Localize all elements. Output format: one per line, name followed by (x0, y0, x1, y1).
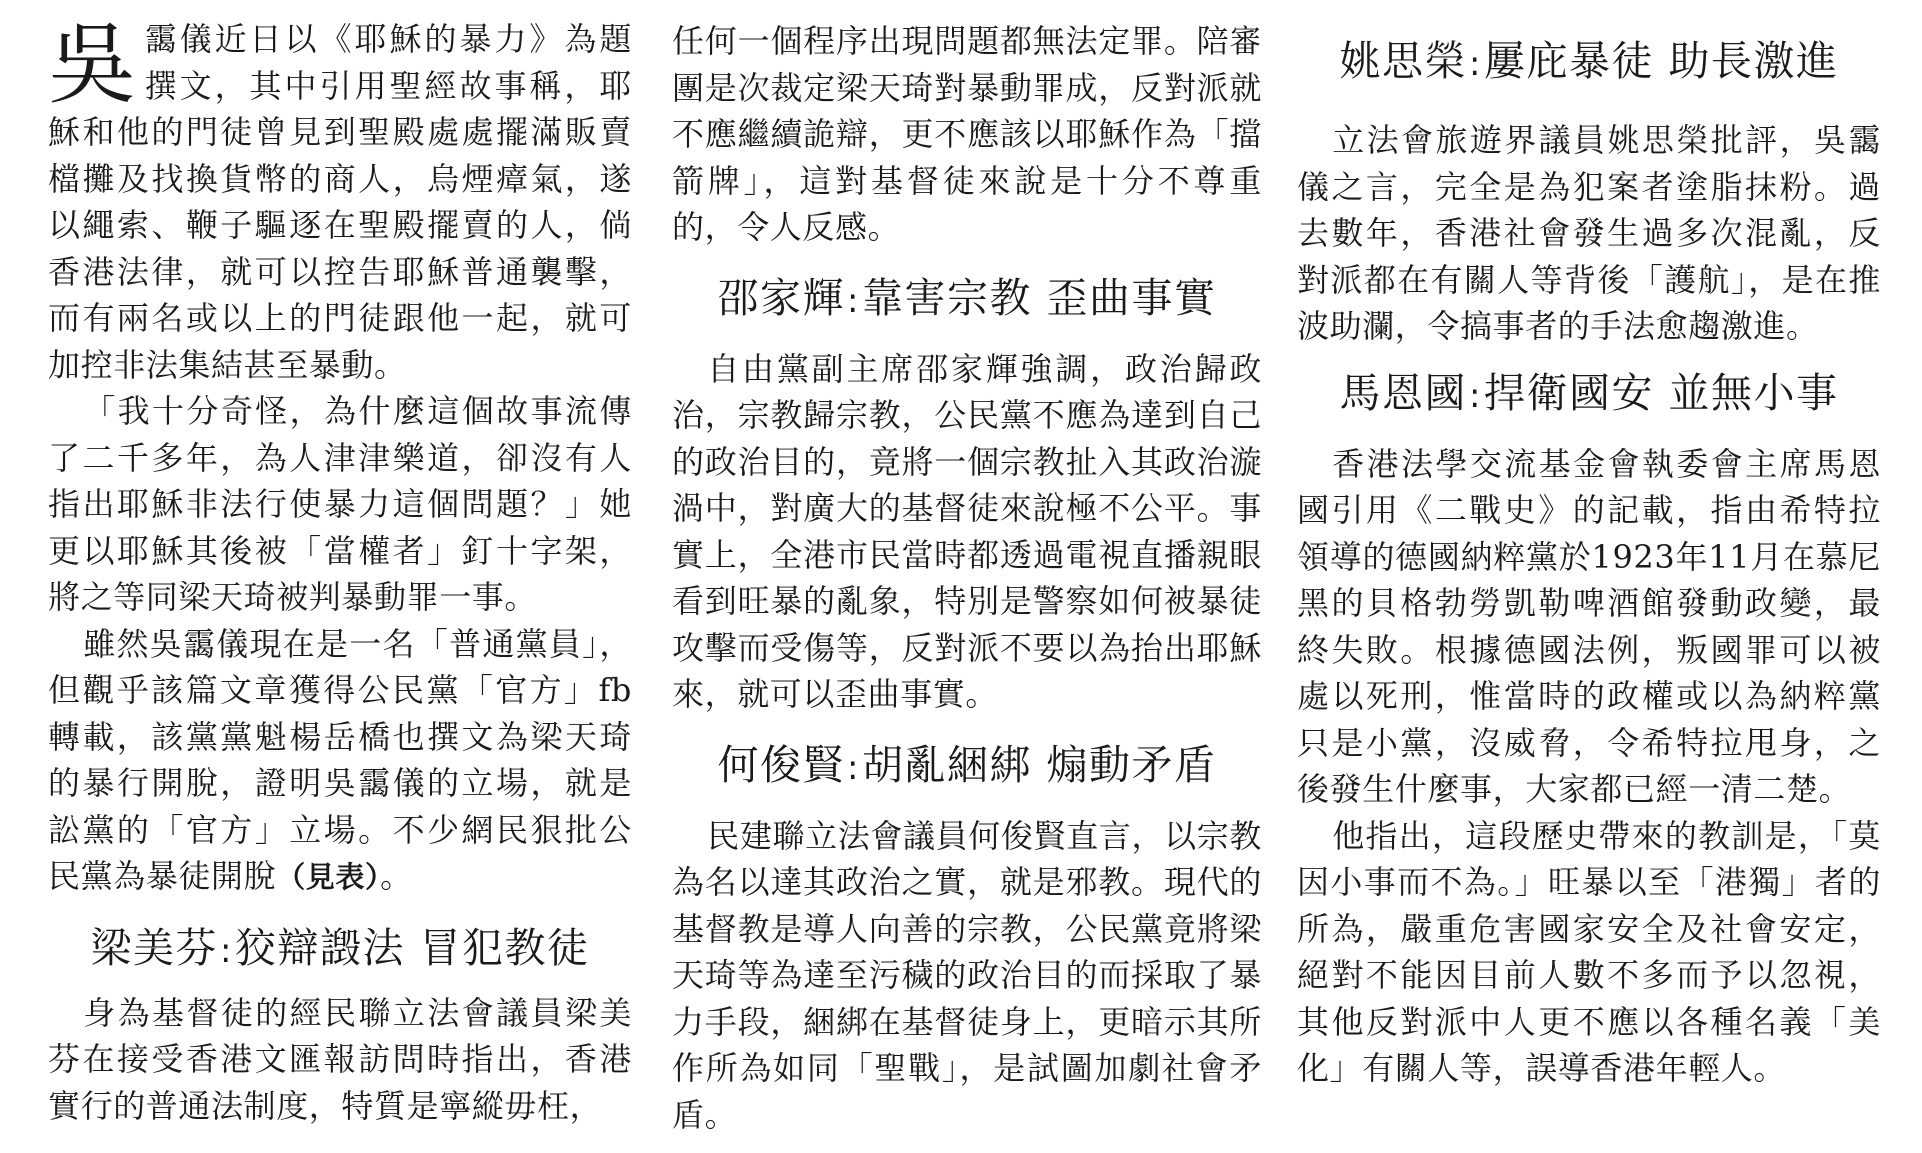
paragraph: 立法會旅遊界議員姚思榮批評，吳靄儀之言，完全是為犯案者塗脂抹粉。過去數年，香港社會發生過多次混亂，反對派都在有關人等背後「護航」，是在推波助瀾，令搞事者的手法愈趨激進。 (1297, 121, 1881, 345)
subheading (672, 740, 1262, 793)
column-2 (672, 14, 1262, 1153)
subheading-name: 馬恩國 (1339, 368, 1467, 417)
subheading-title: 靠害宗教 歪曲事實 (861, 273, 1217, 322)
subheading-title: 屢庇暴徒 助長激進 (1483, 37, 1839, 85)
subheading-separator: : (846, 280, 860, 321)
paragraph-end: 。 (380, 857, 413, 895)
column-1 (48, 14, 632, 1153)
drop-cap: 吳 (48, 13, 137, 116)
paragraph: 身為基督徒的經民聯立法會議員梁美芬在接受香港文匯報訪問時指出，香港實行的普通法制度，特質是寧縱毋枉， (48, 993, 632, 1125)
paragraph (48, 621, 632, 901)
subheading-separator: : (219, 930, 233, 971)
see-table-note: （見表） (276, 860, 381, 894)
column-3 (1297, 14, 1881, 1153)
paragraph: 香港法學交流基金會執委會主席馬恩國引用《二戰史》的記載，指由希特拉領導的德國納粹黨於1923年11月在慕尼黑的貝格勃勞凱勒啤酒館發動政變，最終失敗。根據德國法例，叛國罪可以被處以死刑，惟當時的政權或以為納粹黨只是小黨，沒威脅，令希特拉甩身，之後發生什麼事，大家都已經一清二楚。 (1297, 444, 1881, 808)
paragraph: 他指出，這段歷史帶來的教訓是，「莫因小事而不為。」旺暴以至「港獨」者的所為，嚴重危害國家安全及社會安定，絕對不能因目前人數不多而予以忽視，其他反對派中人更不應以各種名義「美化」有關人等，誤導香港年輕人。 (1297, 816, 1881, 1087)
subheading-name: 姚思榮 (1339, 37, 1467, 85)
subheading (1297, 368, 1881, 421)
subheading-title: 胡亂綑綁 煽動矛盾 (861, 740, 1217, 789)
paragraph: 任何一個程序出現問題都無法定罪。陪審團是次裁定梁天琦對暴動罪成，反對派就不應繼續詭辯，更不應該以耶穌作為「擋箭牌」，這對基督徒來說是十分不尊重的，令人反感。 (672, 22, 1262, 246)
subheading (672, 273, 1262, 326)
subheading-name: 邵家輝 (717, 273, 845, 322)
paragraph: 民建聯立法會議員何俊賢直言，以宗教為名以達其政治之實，就是邪教。現代的基督教是導人向善的宗教，公民黨竟將梁天琦等為達至污穢的政治目的而採取了暴力手段，綑綁在基督徒身上，更暗示其所作所為如同「聖戰」，是試圖加劇社會矛盾。 (672, 816, 1262, 1134)
paragraph-text: 雖然吳靄儀現在是一名「普通黨員」，但觀乎該篇文章獲得公民黨「官方」fb轉載，該黨黨魁楊岳橋也撰文為梁天琦的暴行開脫，證明吳靄儀的立場，就是訟黨的「官方」立場。不少網民狠批公民黨為暴徒開脫 (48, 624, 632, 895)
subheading-separator: : (1468, 44, 1482, 84)
paragraph: 自由黨副主席邵家輝強調，政治歸政治，宗教歸宗教，公民黨不應為達到自己的政治目的，竟將一個宗教扯入其政治漩渦中，對廣大的基督徒來說極不公平。事實上，全港市民當時都透過電視直播親眼看到旺暴的亂象，特別是警察如何被暴徒攻擊而受傷等，反對派不要以為抬出耶穌來，就可以歪曲事實。 (672, 349, 1262, 713)
subheading-separator: : (1468, 375, 1482, 416)
subheading-name: 何俊賢 (717, 740, 845, 789)
paragraph (48, 13, 632, 388)
subheading-title: 狡辯譭法 冒犯教徒 (234, 923, 590, 972)
subheading-title: 捍衛國安 並無小事 (1483, 368, 1839, 417)
subheading (48, 923, 632, 976)
subheading (1297, 36, 1881, 89)
subheading-separator: : (846, 747, 860, 788)
subheading-name: 梁美芬 (90, 923, 218, 972)
paragraph: 「我十分奇怪，為什麼這個故事流傳了二千多年，為人津津樂道，卻沒有人指出耶穌非法行使暴力這個問題？」她更以耶穌其後被「當權者」釘十字架，將之等同梁天琦被判暴動罪一事。 (48, 392, 632, 616)
paragraph-text: 靄儀近日以《耶穌的暴力》為題撰文，其中引用聖經故事稱，耶穌和他的門徒曾見到聖殿處處擺滿販賣檔攤及找換貨幣的商人，烏煙瘴氣，遂以繩索、鞭子驅逐在聖殿擺賣的人，倘香港法律，就可以控告耶穌普通襲擊，而有兩名或以上的門徒跟他一起，就可加控非法集結甚至暴動。 (48, 20, 632, 384)
